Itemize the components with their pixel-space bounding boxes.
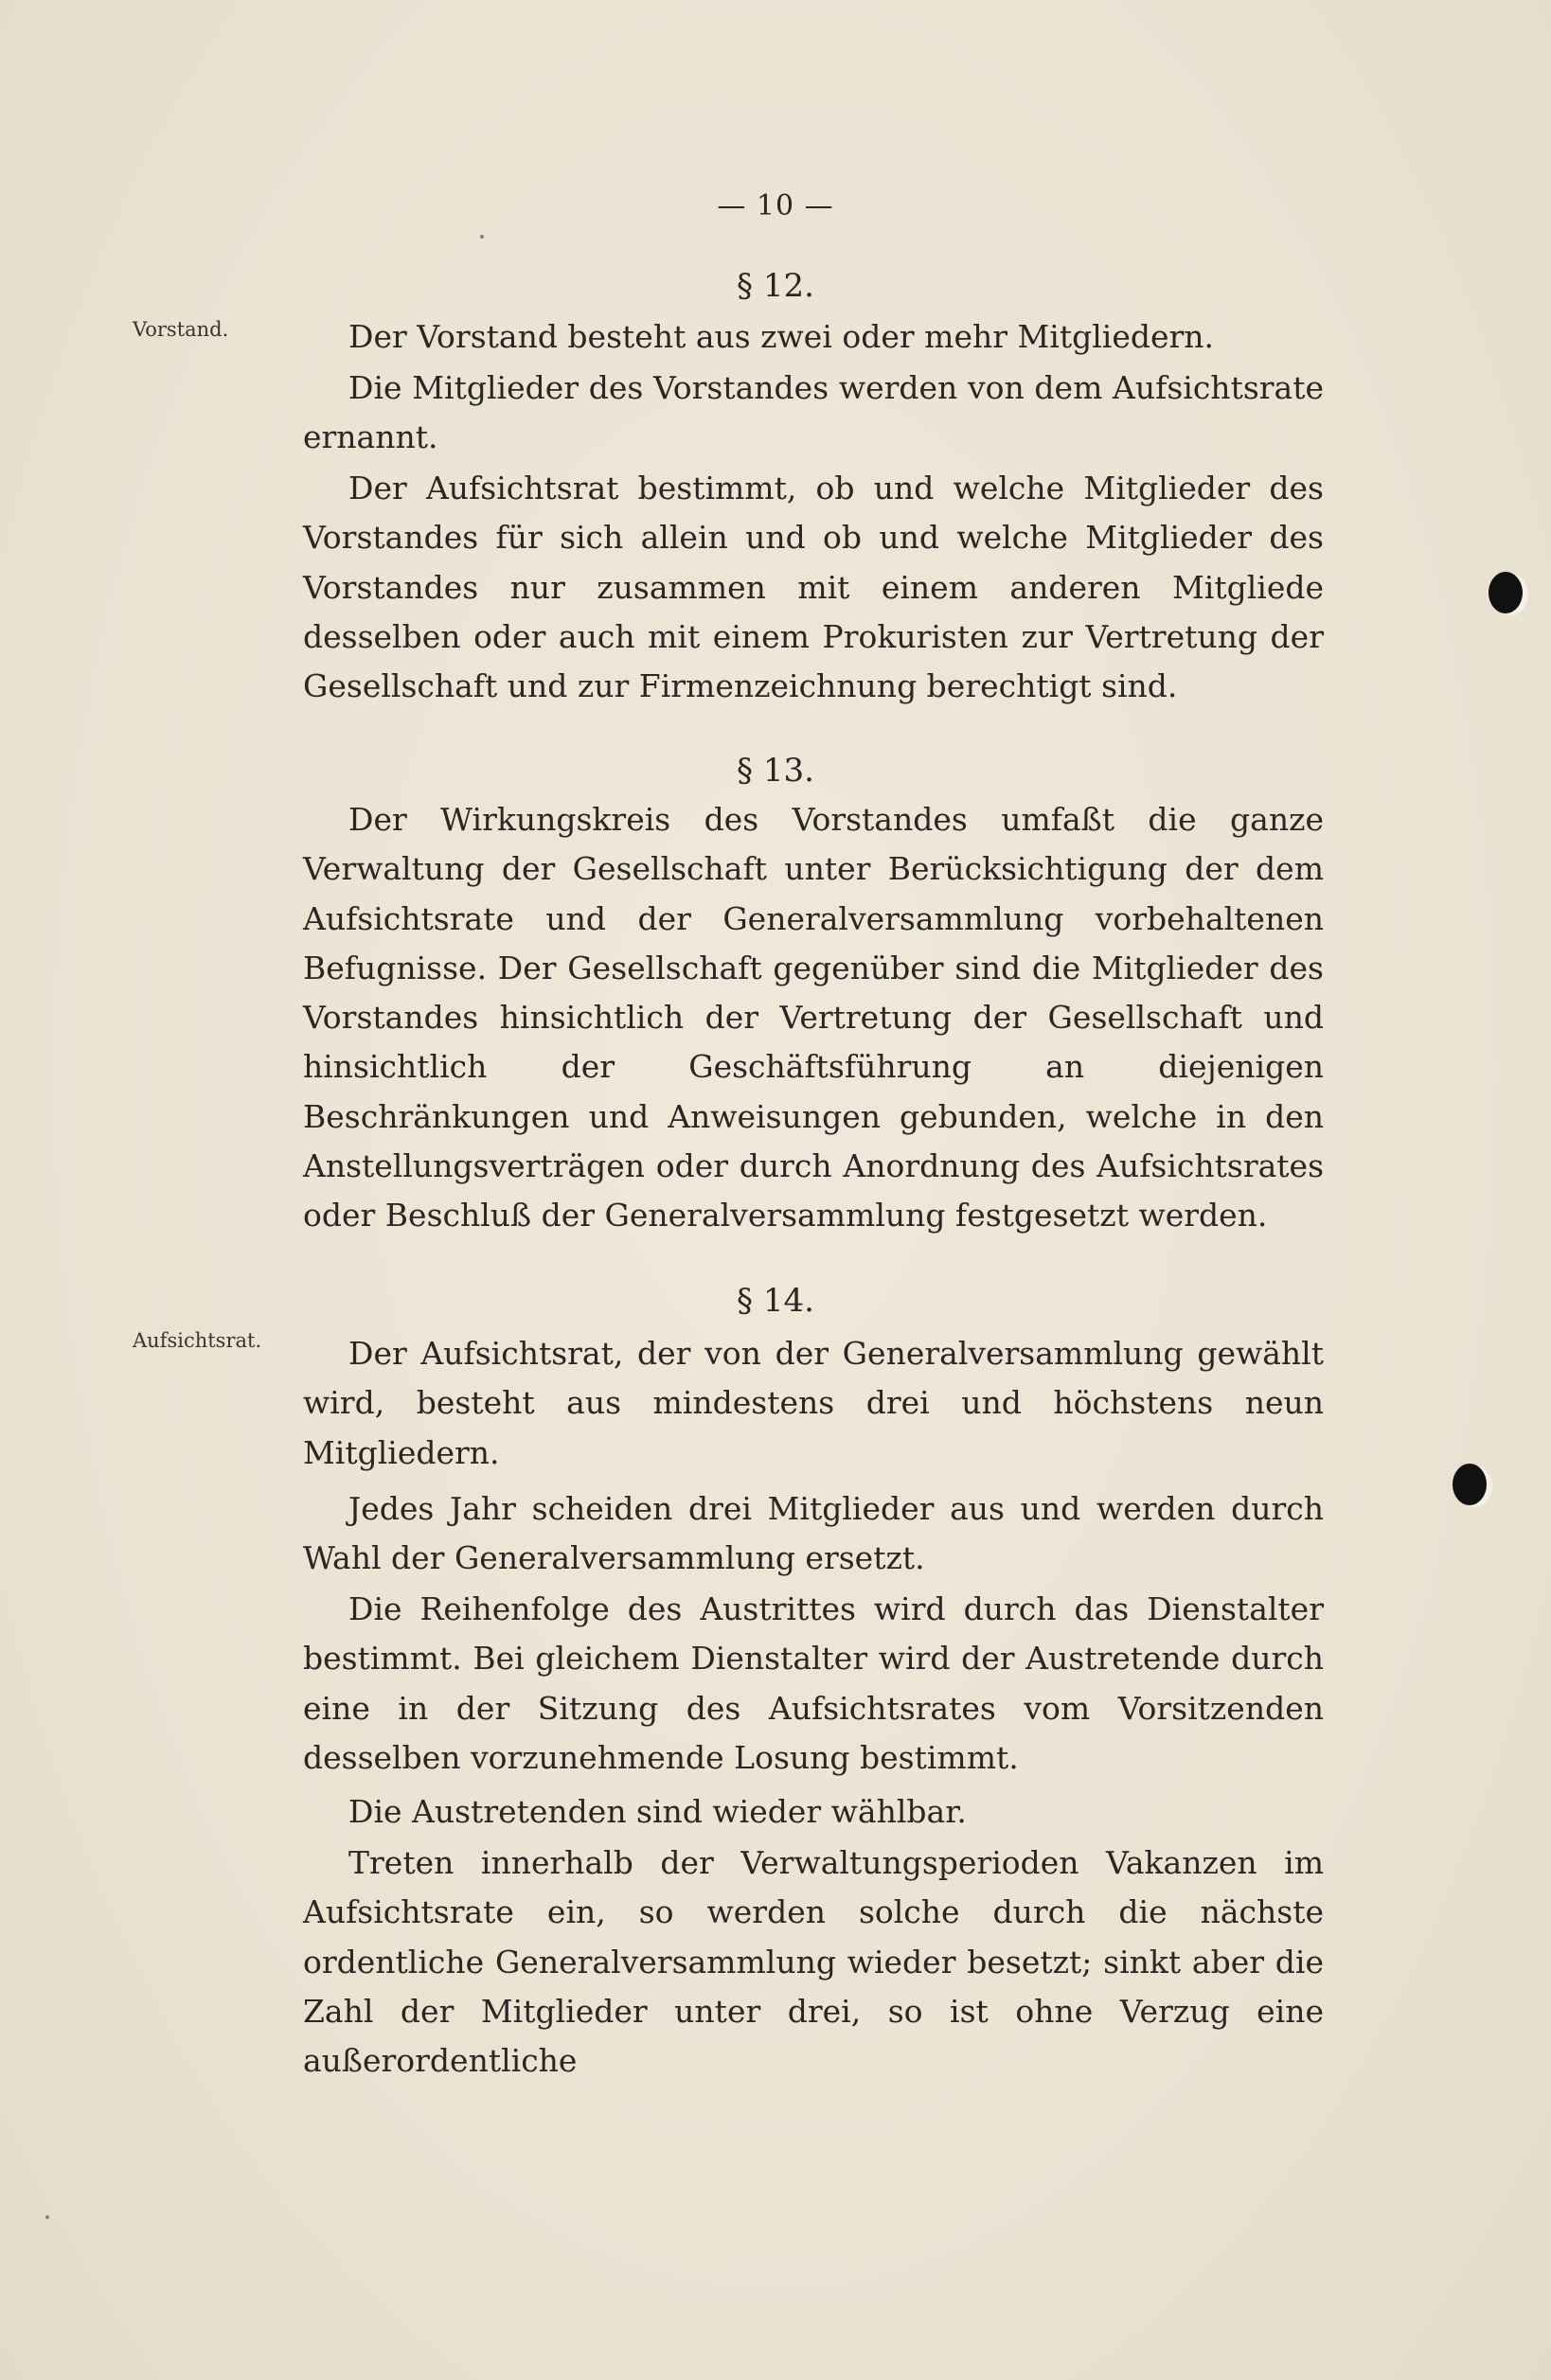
paragraph-12-3: Der Aufsichtsrat bestimmt, ob und welche Mitglieder des Vorstandes für sich allein und ob und welche Mitglieder des Vorstandes nur zusammen mit einem anderen Mitgliede desselben oder auch mit einem Prokuristen zur Vertretung der Gesellschaft und zur Firmenzeichnung berechtigt sind. [303, 470, 1324, 705]
paragraph-12-1: Der Vorstand besteht aus zwei oder mehr Mitgliedern. [348, 318, 1215, 355]
page-number: — 10 — [717, 189, 834, 222]
paragraph-14-3: Die Reihenfolge des Austrittes wird durch das Dienstalter bestimmt. Bei gleichem Dienstalter wird der Austretende durch eine in der Sitzung des Aufsichtsrates vom Vorsitzenden desselben vorzunehmende Losung bestimmt. [303, 1590, 1324, 1776]
punch-hole-upper [1489, 572, 1523, 613]
paragraph-14-5: Treten innerhalb der Verwaltungsperioden Vakanzen im Aufsichtsrate ein, so werden solche durch die nächste ordentliche Generalversammlung wieder besetzt; sinkt aber die Zahl der Mitglieder unter drei, so ist ohne Verzug eine außerordentliche [303, 1844, 1324, 2080]
margin-note-vorstand: Vorstand. [133, 318, 229, 341]
section-heading-13: § 13. [737, 752, 814, 790]
paragraph-14-1: Der Aufsichtsrat, der von der Generalversammlung gewählt wird, besteht aus mindestens drei und höchstens neun Mitgliedern. [303, 1335, 1324, 1471]
paper-speck [45, 2215, 49, 2219]
punch-hole-lower [1453, 1464, 1487, 1505]
margin-note-aufsichtsrat: Aufsichtsrat. [133, 1329, 262, 1352]
paragraph-14-4: Die Austretenden sind wieder wählbar. [348, 1793, 967, 1830]
paper-speck [480, 235, 484, 239]
section-heading-14: § 14. [737, 1282, 814, 1320]
paragraph-13-1: Der Wirkungskreis des Vorstandes umfaßt die ganze Verwaltung der Gesellschaft unter Berücksichtigung der dem Aufsichtsrate und der Generalversammlung vorbehaltenen Befugnisse. Der Gesellschaft gegenüber sind die Mitglieder des Vorstandes hinsichtlich der Vertretung der Gesellschaft und hinsichtlich der Geschäftsführung an diejenigen Beschränkungen und Anweisungen gebunden, welche in den Anstellungsverträgen oder durch Anordnung des Aufsichtsrates oder Beschluß der Generalversammlung festgesetzt werden. [303, 801, 1324, 1234]
section-heading-12: § 12. [737, 267, 814, 305]
paragraph-12-2: Die Mitglieder des Vorstandes werden von dem Aufsichtsrate ernannt. [303, 369, 1324, 456]
paragraph-14-2: Jedes Jahr scheiden drei Mitglieder aus und werden durch Wahl der Generalversammlung ersetzt. [303, 1490, 1324, 1577]
